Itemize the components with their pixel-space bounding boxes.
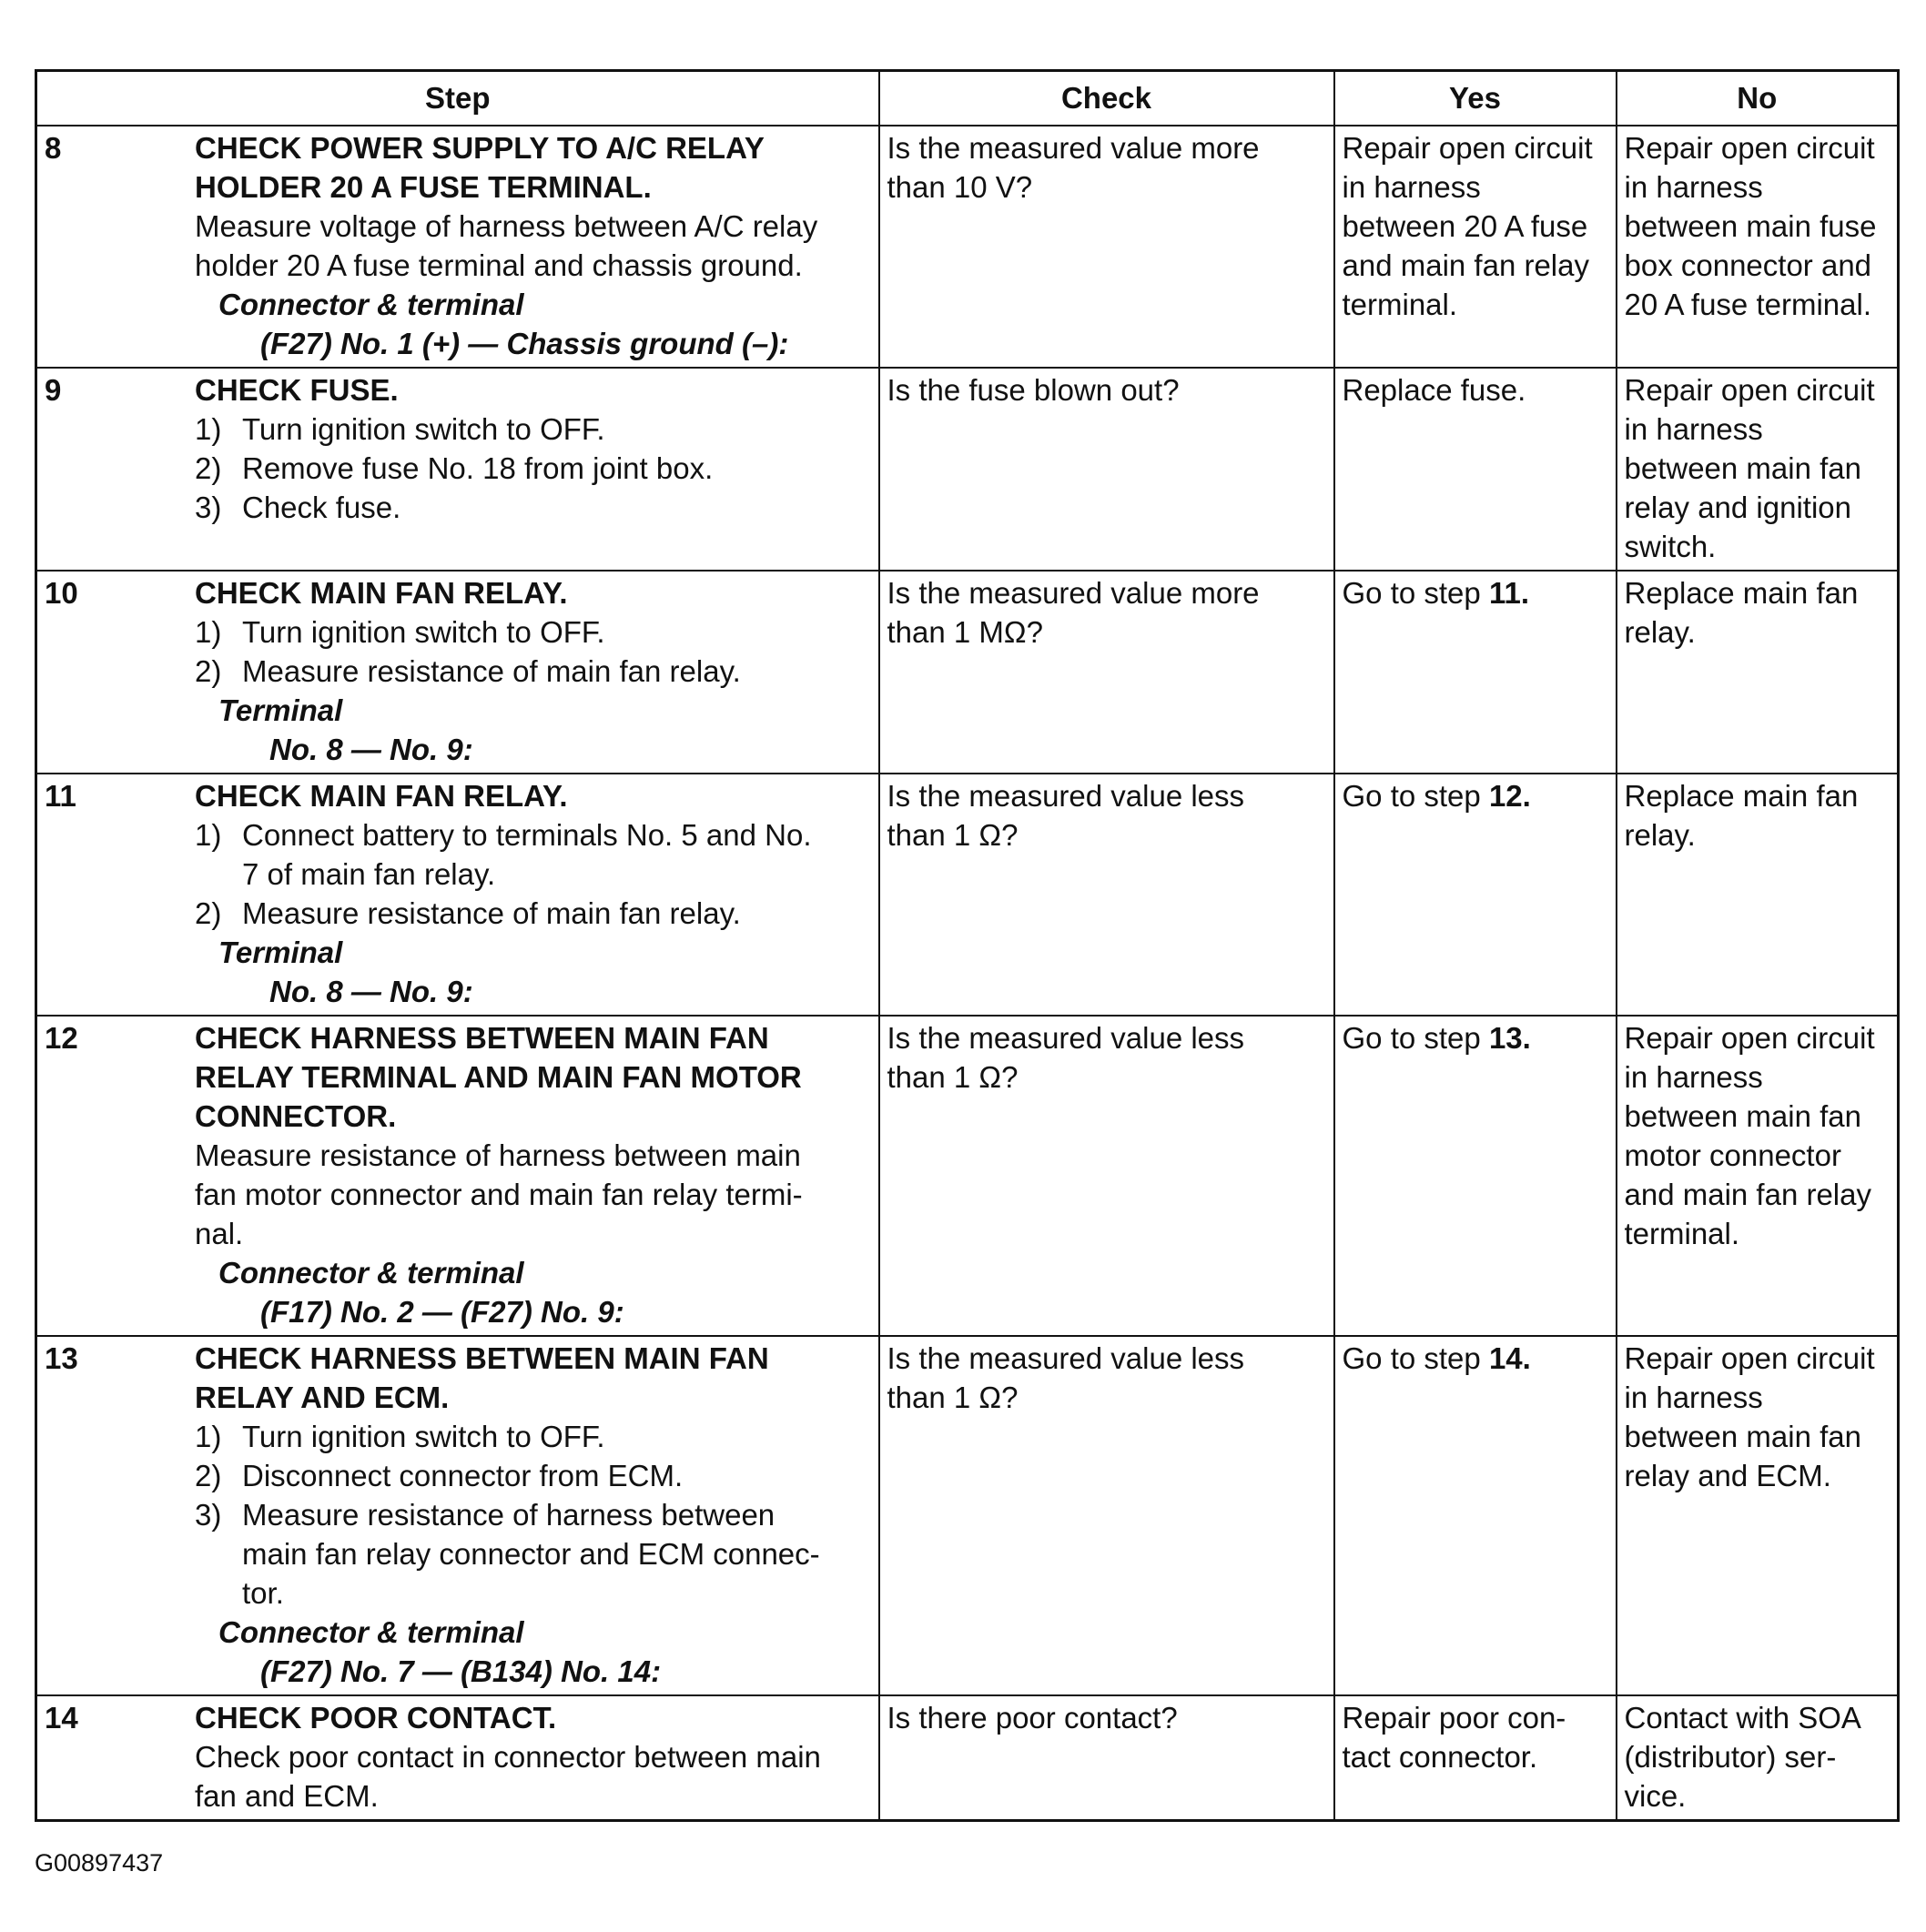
step-description: nal. — [195, 1217, 244, 1250]
list-item — [195, 652, 875, 691]
list-text — [242, 1417, 875, 1456]
step-title: HOLDER 20 A FUSE TERMINAL. — [195, 170, 652, 204]
list-text — [242, 1456, 875, 1495]
yes-cell — [1334, 1016, 1617, 1336]
step-number: 8 — [45, 131, 62, 165]
list-item — [195, 894, 875, 933]
list-number: 2) — [195, 1459, 222, 1492]
list-line: Connect battery to terminals No. 5 and No. — [242, 818, 812, 852]
list-line: Turn ignition switch to OFF. — [242, 1420, 605, 1453]
step-wrap — [45, 1339, 875, 1691]
no-line: 20 A fuse terminal. — [1624, 288, 1871, 321]
yes-line — [1343, 1339, 1608, 1378]
no-line: terminal. — [1624, 1217, 1740, 1250]
table-row — [36, 1016, 1899, 1336]
check-line: Is the measured value less — [887, 779, 1245, 813]
go-to-step-text: Go to step — [1342, 576, 1489, 610]
step-number: 11 — [45, 779, 76, 813]
check-cell — [879, 571, 1334, 774]
list-line: tor. — [242, 1576, 284, 1610]
list-number: 1) — [195, 1420, 222, 1453]
yes-line: tact connector. — [1342, 1740, 1538, 1774]
step-body — [195, 128, 875, 363]
no-cell — [1617, 126, 1899, 368]
yes-cell — [1334, 1695, 1617, 1821]
step-cell — [36, 1336, 879, 1695]
step-title: CHECK POOR CONTACT. — [195, 1701, 557, 1735]
step-number: 14 — [45, 1701, 78, 1735]
list-line: main fan relay connector and ECM connec- — [242, 1537, 820, 1571]
yes-line — [1343, 1018, 1608, 1057]
step-reference: 11. — [1488, 576, 1529, 610]
step-title: CHECK MAIN FAN RELAY. — [195, 779, 568, 813]
no-line: relay. — [1624, 615, 1696, 649]
check-line: than 1 MΩ? — [887, 615, 1043, 649]
table-row — [36, 571, 1899, 774]
yes-line: in harness — [1342, 170, 1481, 204]
step-description: holder 20 A fuse terminal and chassis ground. — [195, 248, 803, 282]
no-line: between main fuse — [1624, 209, 1877, 243]
no-line: Repair open circuit — [1624, 373, 1875, 407]
check-cell — [879, 1336, 1334, 1695]
step-body — [195, 776, 875, 1011]
list-line: Turn ignition switch to OFF. — [242, 412, 605, 446]
table-row — [36, 774, 1899, 1016]
no-line: Replace main fan — [1624, 779, 1859, 813]
list-item — [195, 1417, 875, 1456]
connector-value: (F27) No. 1 (+) — Chassis ground (–): — [260, 327, 789, 360]
check-line: Is the measured value less — [887, 1341, 1245, 1375]
list-number: 1) — [195, 412, 222, 446]
list-number: 2) — [195, 654, 222, 688]
check-line: than 1 Ω? — [887, 818, 1019, 852]
no-line: Replace main fan — [1624, 576, 1859, 610]
step-description: Check poor contact in connector between main — [195, 1740, 821, 1774]
diagnostic-table-container — [35, 69, 1897, 1822]
step-title: CHECK POWER SUPPLY TO A/C RELAY — [195, 131, 765, 165]
check-cell — [879, 1016, 1334, 1336]
no-line: in harness — [1624, 170, 1763, 204]
yes-line: between 20 A fuse — [1342, 209, 1588, 243]
check-cell — [879, 126, 1334, 368]
step-number: 10 — [45, 576, 78, 610]
check-cell — [879, 368, 1334, 571]
no-line: (distributor) ser- — [1624, 1740, 1837, 1774]
no-line: between main fan — [1624, 1420, 1862, 1453]
list-item — [195, 1456, 875, 1495]
no-line: relay and ECM. — [1624, 1459, 1831, 1492]
step-body — [195, 573, 875, 769]
step-cell — [36, 774, 879, 1016]
step-wrap — [45, 128, 875, 363]
figure-id: G00897437 — [35, 1849, 164, 1876]
step-title: CHECK HARNESS BETWEEN MAIN FAN — [195, 1341, 769, 1375]
check-line: than 10 V? — [887, 170, 1033, 204]
no-cell — [1617, 774, 1899, 1016]
yes-line: Repair open circuit — [1342, 131, 1593, 165]
table-row — [36, 126, 1899, 368]
no-line: relay and ignition — [1624, 491, 1851, 524]
step-title: CHECK HARNESS BETWEEN MAIN FAN — [195, 1021, 769, 1055]
no-line: and main fan relay — [1624, 1178, 1871, 1211]
no-line: box connector and — [1624, 248, 1872, 282]
step-wrap — [45, 1018, 875, 1331]
list-line: Check fuse. — [242, 491, 401, 524]
check-line: than 1 Ω? — [887, 1060, 1019, 1094]
connector-value: (F27) No. 7 — (B134) No. 14: — [260, 1654, 662, 1688]
list-text — [242, 815, 875, 894]
no-line: between main fan — [1624, 451, 1862, 485]
step-body — [195, 1339, 875, 1691]
check-line: Is the measured value more — [887, 131, 1260, 165]
step-cell — [36, 1016, 879, 1336]
step-cell — [36, 571, 879, 774]
connector-value: (F17) No. 2 — (F27) No. 9: — [260, 1295, 624, 1329]
step-title: CHECK MAIN FAN RELAY. — [195, 576, 568, 610]
diagnostic-table — [35, 69, 1900, 1822]
list-number: 3) — [195, 491, 222, 524]
step-cell — [36, 126, 879, 368]
list-text — [242, 894, 875, 933]
yes-cell — [1334, 571, 1617, 774]
list-number: 3) — [195, 1498, 222, 1532]
go-to-step-text: Go to step — [1342, 1021, 1489, 1055]
no-line: Repair open circuit — [1624, 1341, 1875, 1375]
yes-cell — [1334, 368, 1617, 571]
check-line: Is the fuse blown out? — [887, 373, 1180, 407]
step-cell — [36, 1695, 879, 1821]
step-title: RELAY TERMINAL AND MAIN FAN MOTOR — [195, 1060, 802, 1094]
list-text — [242, 652, 875, 691]
list-line: Turn ignition switch to OFF. — [242, 615, 605, 649]
list-text — [242, 488, 875, 527]
yes-cell — [1334, 1336, 1617, 1695]
step-number: 13 — [45, 1341, 78, 1375]
table-header-row — [36, 71, 1899, 126]
step-body — [195, 1698, 875, 1816]
step-reference: 14. — [1488, 1341, 1531, 1375]
step-reference: 13. — [1488, 1021, 1531, 1055]
check-line: Is there poor contact? — [887, 1701, 1178, 1735]
list-text — [242, 1495, 875, 1613]
table-body — [36, 126, 1899, 1821]
step-cell — [36, 368, 879, 571]
step-wrap — [45, 370, 875, 527]
list-item — [195, 815, 875, 894]
no-line: in harness — [1624, 1381, 1763, 1414]
step-title: CHECK FUSE. — [195, 373, 399, 407]
list-line: Measure resistance of main fan relay. — [242, 654, 741, 688]
yes-cell — [1334, 774, 1617, 1016]
yes-line — [1343, 573, 1608, 612]
step-number: 9 — [45, 373, 62, 407]
check-line: Is the measured value more — [887, 576, 1260, 610]
step-description: fan and ECM. — [195, 1779, 379, 1813]
table-row — [36, 1695, 1899, 1821]
check-line: than 1 Ω? — [887, 1381, 1019, 1414]
yes-cell — [1334, 126, 1617, 368]
step-title: CONNECTOR. — [195, 1099, 397, 1133]
go-to-step-text: Go to step — [1342, 1341, 1489, 1375]
list-number: 2) — [195, 896, 222, 930]
check-line: Is the measured value less — [887, 1021, 1245, 1055]
table-row — [36, 368, 1899, 571]
step-number: 12 — [45, 1021, 78, 1055]
connector-title: Connector & terminal — [218, 288, 524, 321]
step-wrap — [45, 776, 875, 1011]
step-description: Measure voltage of harness between A/C relay — [195, 209, 818, 243]
connector-title: Connector & terminal — [218, 1615, 524, 1649]
list-number: 1) — [195, 818, 222, 852]
no-line: Repair open circuit — [1624, 131, 1875, 165]
step-description: fan motor connector and main fan relay termi- — [195, 1178, 803, 1211]
step-body — [195, 1018, 875, 1331]
list-item — [195, 488, 875, 527]
list-item — [195, 449, 875, 488]
no-cell — [1617, 1016, 1899, 1336]
no-cell — [1617, 1695, 1899, 1821]
list-line: Measure resistance of main fan relay. — [242, 896, 741, 930]
no-cell — [1617, 571, 1899, 774]
step-title: RELAY AND ECM. — [195, 1381, 450, 1414]
no-cell — [1617, 1336, 1899, 1695]
yes-line: and main fan relay — [1342, 248, 1589, 282]
step-wrap — [45, 573, 875, 769]
list-line: 7 of main fan relay. — [242, 857, 496, 891]
list-line: Remove fuse No. 18 from joint box. — [242, 451, 714, 485]
list-text — [242, 612, 875, 652]
yes-line: terminal. — [1342, 288, 1458, 321]
step-reference: 12. — [1488, 779, 1531, 813]
no-line: relay. — [1624, 818, 1696, 852]
list-line: Measure resistance of harness between — [242, 1498, 775, 1532]
yes-line: Replace fuse. — [1342, 373, 1526, 407]
check-cell — [879, 1695, 1334, 1821]
yes-line — [1343, 776, 1608, 815]
list-item — [195, 410, 875, 449]
no-line: Repair open circuit — [1624, 1021, 1875, 1055]
connector-value: No. 8 — No. 9: — [269, 975, 473, 1008]
list-item — [195, 612, 875, 652]
check-cell — [879, 774, 1334, 1016]
list-number: 1) — [195, 615, 222, 649]
no-line: in harness — [1624, 412, 1763, 446]
no-line: switch. — [1624, 530, 1717, 563]
list-text — [242, 410, 875, 449]
no-line: Contact with SOA — [1624, 1701, 1861, 1735]
header-check: Check — [879, 71, 1334, 126]
yes-line: Repair poor con- — [1342, 1701, 1566, 1735]
step-description: Measure resistance of harness between main — [195, 1138, 801, 1172]
header-yes: Yes — [1334, 71, 1617, 126]
table-row — [36, 1336, 1899, 1695]
step-wrap — [45, 1698, 875, 1816]
connector-value: No. 8 — No. 9: — [269, 733, 473, 766]
header-no: No — [1617, 71, 1899, 126]
no-cell — [1617, 368, 1899, 571]
list-number: 2) — [195, 451, 222, 485]
list-line: Disconnect connector from ECM. — [242, 1459, 684, 1492]
list-text — [242, 449, 875, 488]
no-line: vice. — [1624, 1779, 1687, 1813]
no-line: between main fan — [1624, 1099, 1862, 1133]
go-to-step-text: Go to step — [1342, 779, 1489, 813]
connector-title: Terminal — [218, 693, 343, 727]
list-item — [195, 1495, 875, 1613]
connector-title: Terminal — [218, 936, 343, 969]
step-body — [195, 370, 875, 527]
no-line: in harness — [1624, 1060, 1763, 1094]
no-line: motor connector — [1624, 1138, 1841, 1172]
header-step: Step — [36, 71, 879, 126]
connector-title: Connector & terminal — [218, 1256, 524, 1290]
